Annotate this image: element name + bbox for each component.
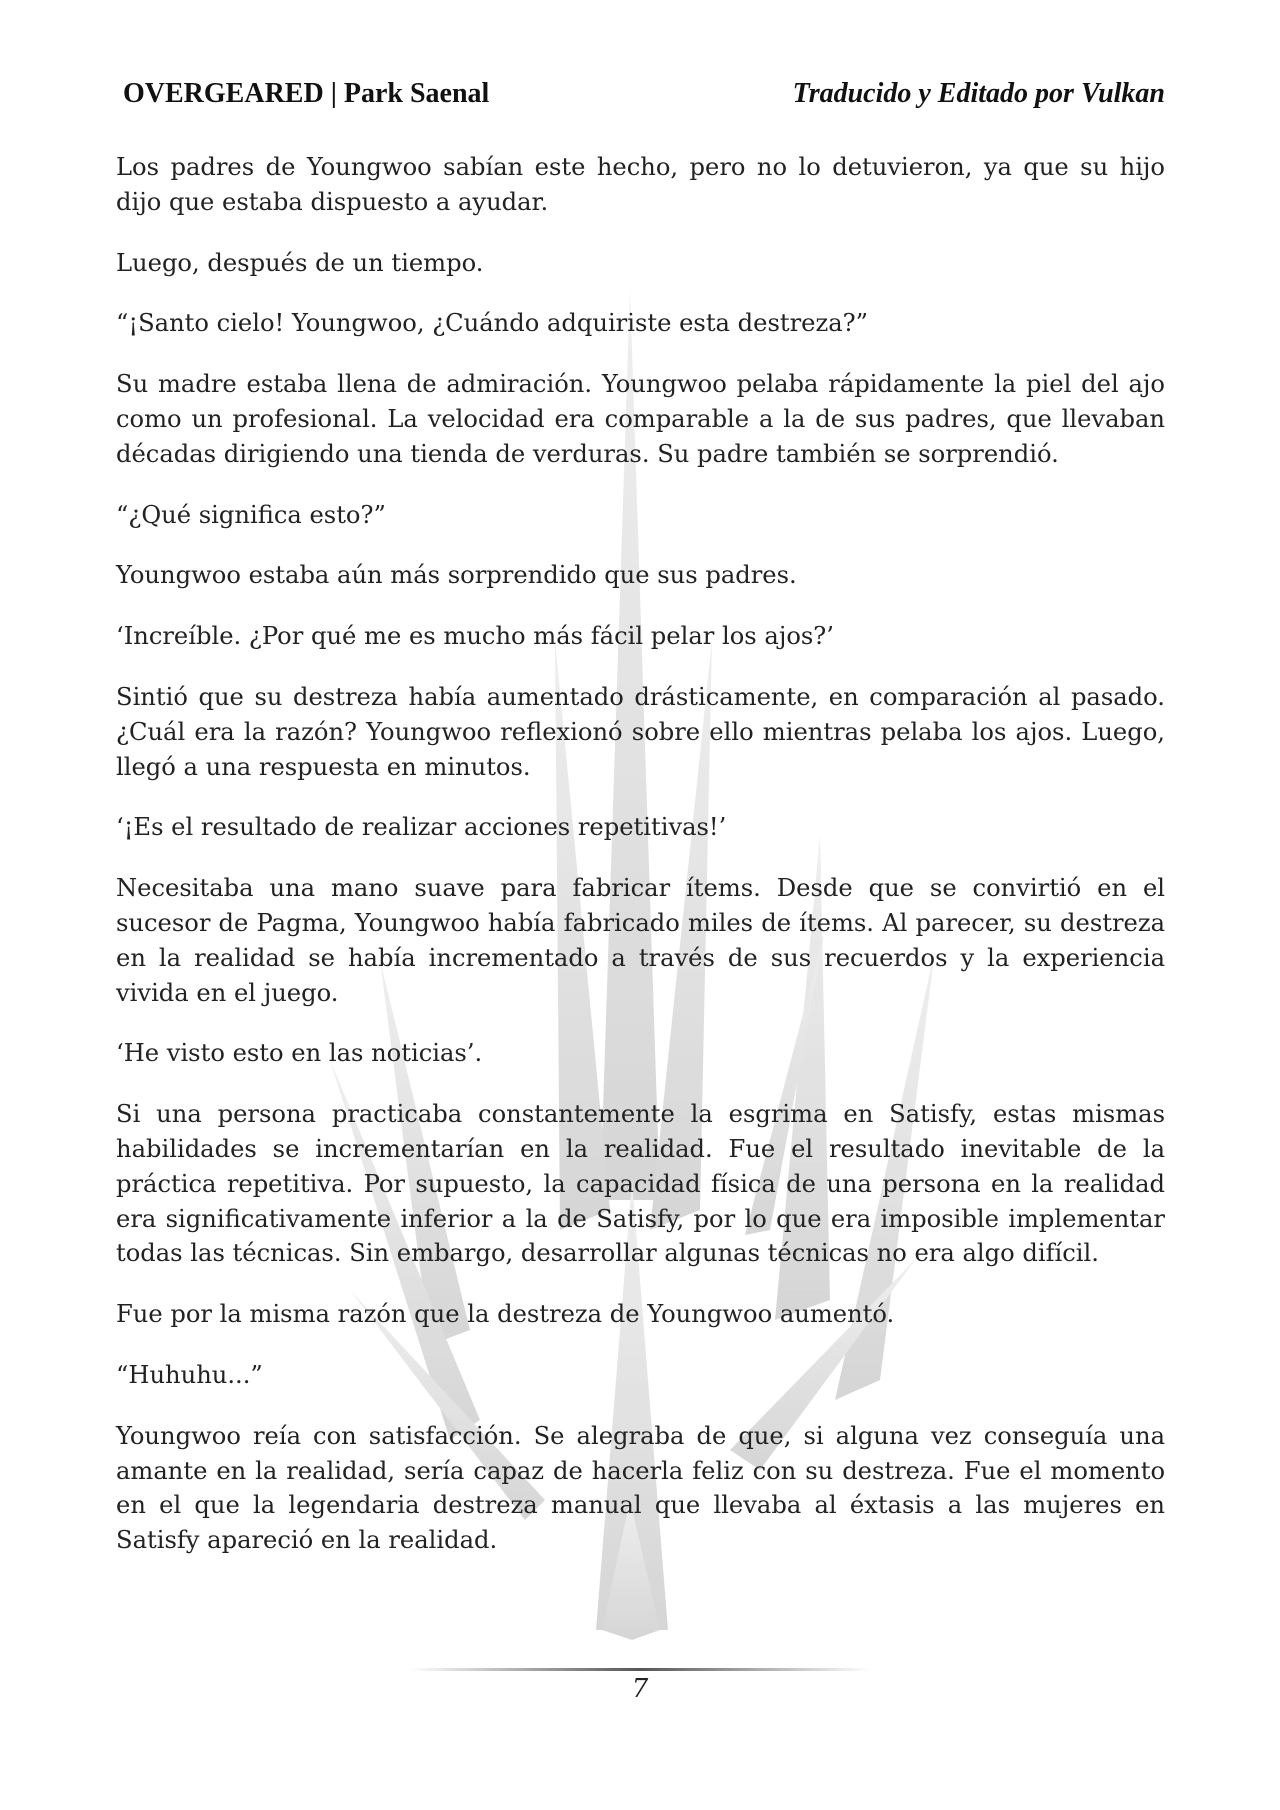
paragraph: Youngwoo reía con satisfacción. Se alegraba de que, si alguna vez conseguía una amante en la realidad, sería capaz de hacerla feliz con su destreza. Fue el momento en el que la legendaria destreza manual que llevaba al éxtasis a las mujeres en Satisfy apareció en la realidad. — [116, 1421, 1165, 1555]
paragraph: “¿Qué significa esto?” — [116, 500, 386, 529]
footer-divider — [410, 1668, 870, 1671]
book-title: OVERGEARED | Park Saenal — [123, 78, 490, 109]
paragraph: Los padres de Youngwoo sabían este hecho, pero no lo detuvieron, ya que su hijo dijo que estaba dispuesto a ayudar. — [116, 153, 1165, 216]
paragraph: Si una persona practicaba constantemente la esgrima en Satisfy, estas mismas habilidades se incrementarían en la realidad. Fue el resultado inevitable de la práctica repetitiva. Por supuesto, la capacidad física de una persona en la realidad era significativamente inferior a la de Satisfy, por lo que era imposible implementar todas las técnicas. Sin embargo, desarrollar algunas técnicas no era algo difícil. — [116, 1100, 1165, 1268]
translator-credit: Traducido y Editado por Vulkan — [792, 78, 1165, 109]
paragraph: ‘¡Es el resultado de realizar acciones repetitivas!’ — [116, 813, 727, 842]
paragraph: ‘Increíble. ¿Por qué me es mucho más fácil pelar los ajos?’ — [116, 622, 834, 651]
body-text — [116, 150, 1165, 1584]
paragraph: “¡Santo cielo! Youngwoo, ¿Cuándo adquiriste esta destreza?” — [116, 309, 868, 338]
paragraph: Youngwoo estaba aún más sorprendido que sus padres. — [116, 561, 797, 590]
paragraph: Necesitaba una mano suave para fabricar ítems. Desde que se convirtió en el sucesor de Pagma, Youngwoo había fabricado miles de ítems. Al parecer, su destreza en la realidad se había incrementado a través de sus recuerdos y la experiencia vivida en el juego. — [116, 874, 1165, 1007]
page-header — [123, 70, 1165, 118]
page-number: 7 — [631, 1674, 649, 1704]
paragraph: ‘He visto esto en las noticias’. — [116, 1039, 483, 1068]
paragraph: Su madre estaba llena de admiración. Youngwoo pelaba rápidamente la piel del ajo como un profesional. La velocidad era comparable a la de sus padres, que llevaban décadas dirigiendo una tienda de verduras. Su padre también se sorprendió. — [116, 370, 1165, 468]
paragraph: Fue por la misma razón que la destreza de Youngwoo aumentó. — [116, 1300, 895, 1329]
paragraph: Sintió que su destreza había aumentado drásticamente, en comparación al pasado. ¿Cuál era la razón? Youngwoo reflexionó sobre ello mientras pelaba los ajos. Luego, llegó a una respuesta en minutos. — [116, 682, 1165, 781]
paragraph: “Huhuhu...” — [116, 1360, 263, 1389]
paragraph: Luego, después de un tiempo. — [116, 248, 484, 277]
